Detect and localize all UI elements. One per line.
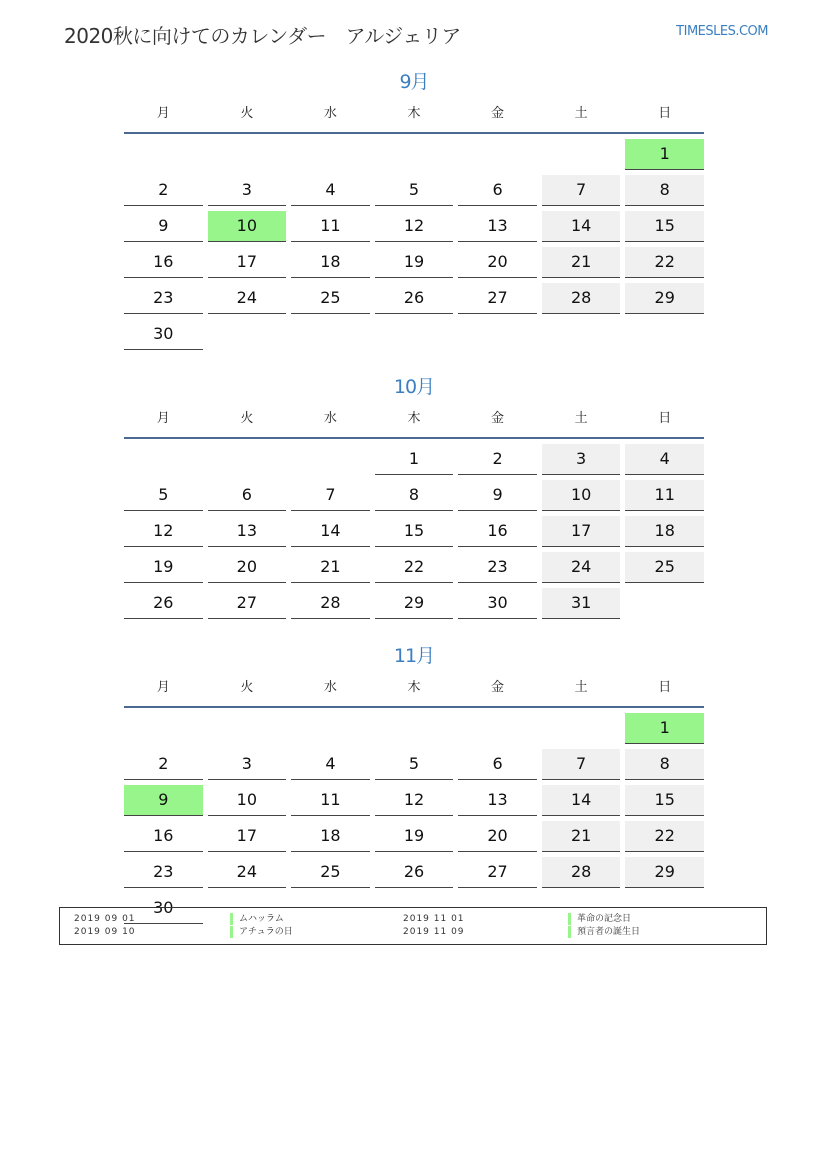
weekday-label: 火 [240,106,254,121]
day-cell: 13 [208,516,287,547]
day-cell: 11 [291,211,370,242]
weekday-label: 水 [323,680,337,695]
day-cell: 29 [625,857,704,888]
day-cell: 8 [625,175,704,206]
day-cell: 21 [542,247,621,278]
page-title: 2020秋に向けてのカレンダー アルジェリア [64,24,461,48]
legend-date: 2019 11 09 [403,927,465,937]
day-cell: 7 [542,175,621,206]
day-cell: 19 [375,821,454,852]
day-cell: 18 [625,516,704,547]
day-cell: 29 [375,588,454,619]
empty-day-cell [625,319,704,349]
day-cell: 12 [375,211,454,242]
day-cell: 13 [458,785,537,816]
empty-day-cell [124,713,203,743]
day-cell: 21 [542,821,621,852]
day-cell: 18 [291,821,370,852]
day-cell: 24 [208,283,287,314]
weekday-label: 日 [658,411,672,426]
weekday-label: 日 [658,106,672,121]
empty-day-cell [542,139,621,169]
day-cell: 30 [458,588,537,619]
empty-day-cell [542,713,621,743]
weekday-label: 土 [574,106,588,121]
month-title: 11月 [393,645,435,667]
day-cell: 11 [291,785,370,816]
day-cell: 6 [458,749,537,780]
day-cell: 4 [625,444,704,475]
brand-logo[interactable]: TIMESLES.COM [676,24,768,39]
day-cell: 24 [208,857,287,888]
day-cell: 14 [542,211,621,242]
legend-holiday-name: ムハッラム [230,913,284,925]
weekday-label: 火 [240,411,254,426]
day-cell: 28 [542,857,621,888]
day-cell: 5 [124,480,203,511]
day-cell: 19 [375,247,454,278]
day-cell: 12 [375,785,454,816]
empty-day-cell [291,444,370,474]
day-cell: 1 [625,139,704,170]
empty-day-cell [291,713,370,743]
day-cell: 20 [208,552,287,583]
day-cell: 29 [625,283,704,314]
empty-day-cell [124,444,203,474]
day-cell: 3 [542,444,621,475]
day-grid [124,139,704,350]
empty-day-cell [625,588,704,618]
month-october [124,373,704,619]
day-cell: 17 [208,821,287,852]
day-cell: 25 [291,283,370,314]
day-cell: 19 [124,552,203,583]
day-cell: 22 [625,821,704,852]
day-cell: 2 [124,749,203,780]
day-cell: 10 [208,785,287,816]
day-cell: 11 [625,480,704,511]
empty-day-cell [458,139,537,169]
day-cell: 23 [124,857,203,888]
day-cell: 16 [124,247,203,278]
day-cell: 4 [291,749,370,780]
day-cell: 26 [375,857,454,888]
empty-day-cell [458,713,537,743]
day-cell: 3 [208,749,287,780]
weekday-label: 水 [323,106,337,121]
day-cell: 28 [291,588,370,619]
day-cell: 24 [542,552,621,583]
empty-day-cell [375,139,454,169]
month-title: 9月 [399,71,429,93]
empty-day-cell [208,444,287,474]
weekday-label: 日 [658,680,672,695]
day-cell: 23 [458,552,537,583]
weekday-label: 木 [407,106,421,121]
day-cell: 21 [291,552,370,583]
day-cell: 1 [625,713,704,744]
day-cell: 26 [375,283,454,314]
day-cell: 10 [208,211,287,242]
day-cell: 2 [124,175,203,206]
day-grid [124,713,704,924]
day-cell: 20 [458,821,537,852]
legend-holiday-name: 革命の記念日 [568,913,631,925]
weekday-header [124,670,704,708]
day-cell: 13 [458,211,537,242]
empty-day-cell [458,319,537,349]
day-cell: 7 [291,480,370,511]
day-cell: 7 [542,749,621,780]
month-november [124,642,704,924]
day-cell: 30 [124,319,203,350]
day-cell: 5 [375,749,454,780]
empty-day-cell [375,713,454,743]
day-cell: 17 [208,247,287,278]
day-cell: 8 [375,480,454,511]
empty-day-cell [291,139,370,169]
day-cell: 12 [124,516,203,547]
day-cell: 16 [124,821,203,852]
day-cell: 27 [458,283,537,314]
day-cell: 15 [375,516,454,547]
day-cell: 14 [542,785,621,816]
day-cell: 22 [625,247,704,278]
month-title: 10月 [393,376,435,398]
legend-date: 2019 09 01 [74,914,136,924]
day-cell: 9 [124,785,203,816]
day-cell: 27 [208,588,287,619]
day-cell: 14 [291,516,370,547]
day-cell: 9 [458,480,537,511]
day-cell: 16 [458,516,537,547]
day-cell: 5 [375,175,454,206]
day-cell: 6 [458,175,537,206]
legend-holiday-name: アチュラの日 [230,926,293,938]
legend-date: 2019 09 10 [74,927,136,937]
day-cell: 28 [542,283,621,314]
day-cell: 18 [291,247,370,278]
day-cell: 2 [458,444,537,475]
weekday-label: 月 [156,680,170,695]
weekday-label: 金 [491,411,505,426]
day-cell: 1 [375,444,454,475]
weekday-label: 金 [491,106,505,121]
day-cell: 4 [291,175,370,206]
weekday-header [124,401,704,439]
weekday-label: 金 [491,680,505,695]
day-cell: 27 [458,857,537,888]
empty-day-cell [291,319,370,349]
month-september [124,68,704,350]
day-cell: 6 [208,480,287,511]
legend-holiday-name: 預言者の誕生日 [568,926,640,938]
day-cell: 31 [542,588,621,619]
day-cell: 30 [124,893,203,924]
day-grid [124,444,704,619]
empty-day-cell [542,319,621,349]
day-cell: 15 [625,785,704,816]
holiday-legend [59,907,767,945]
empty-day-cell [208,319,287,349]
weekday-label: 木 [407,680,421,695]
empty-day-cell [208,713,287,743]
day-cell: 15 [625,211,704,242]
day-cell: 26 [124,588,203,619]
weekday-label: 月 [156,106,170,121]
day-cell: 8 [625,749,704,780]
day-cell: 20 [458,247,537,278]
empty-day-cell [208,139,287,169]
day-cell: 3 [208,175,287,206]
day-cell: 25 [625,552,704,583]
empty-day-cell [124,139,203,169]
day-cell: 23 [124,283,203,314]
empty-day-cell [375,319,454,349]
day-cell: 9 [124,211,203,242]
weekday-label: 火 [240,680,254,695]
day-cell: 17 [542,516,621,547]
weekday-label: 土 [574,411,588,426]
weekday-label: 木 [407,411,421,426]
day-cell: 10 [542,480,621,511]
legend-date: 2019 11 01 [403,914,465,924]
day-cell: 22 [375,552,454,583]
weekday-label: 水 [323,411,337,426]
weekday-header [124,96,704,134]
weekday-label: 月 [156,411,170,426]
day-cell: 25 [291,857,370,888]
weekday-label: 土 [574,680,588,695]
